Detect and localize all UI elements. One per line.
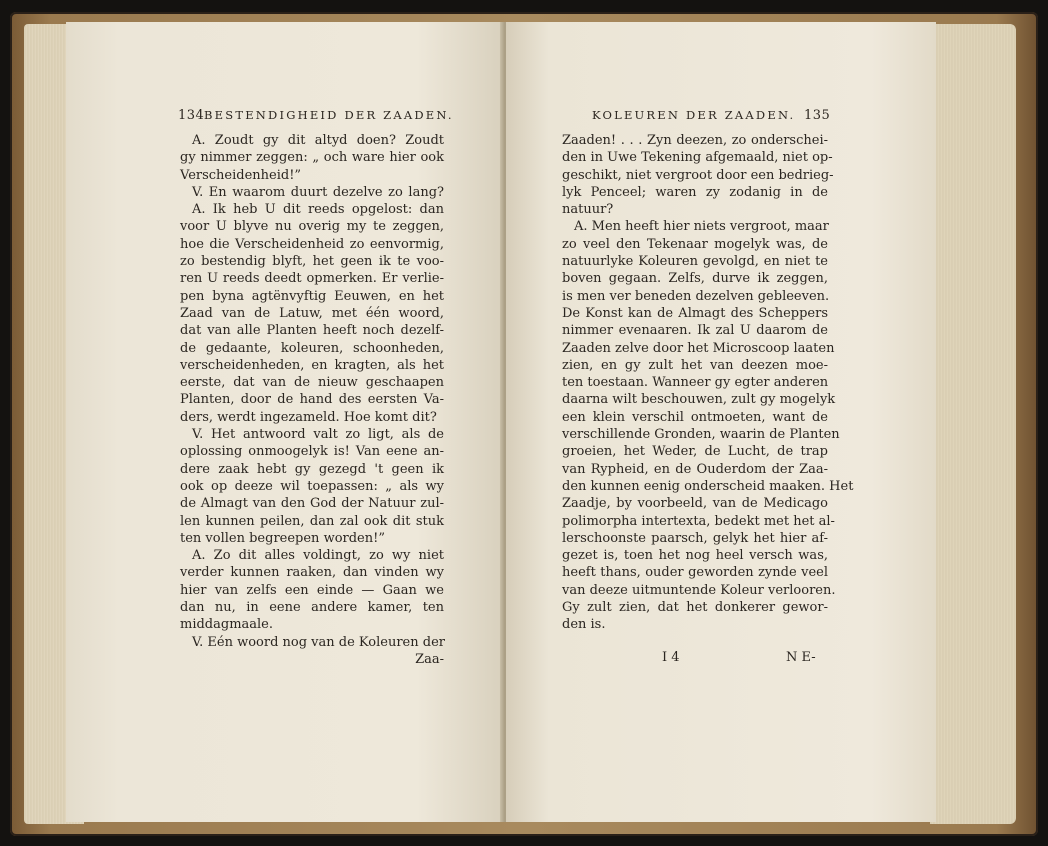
right-text-line: is men ver beneden dezelven gebleeven. — [562, 288, 830, 304]
right-text-line: verschillende Gronden, waarin de Planten — [562, 427, 840, 443]
right-text-line: daarna wilt beschouwen, zult gy mogelyk — [562, 392, 836, 408]
right-text-line: natuurlyke Koleuren gevolgd, en niet te — [562, 254, 828, 270]
left-text-line: voor U blyve nu overig my te zeggen, — [180, 219, 444, 235]
left-text-line: hoe die Verscheidenheid zo eenvormig, — [180, 236, 444, 252]
right-page-number: 135 — [804, 108, 831, 123]
left-text-line: de Almagt van den God der Natuur zul- — [180, 496, 444, 512]
left-text-line: A. Zo dit alles voldingt, zo wy niet — [192, 548, 444, 564]
left-running-head: BESTENDIGHEID DER ZAADEN. — [204, 108, 454, 122]
left-text-line: de gedaante, koleuren, schoonheden, — [180, 340, 444, 356]
left-text-line: V. Het antwoord valt zo ligt, als de — [192, 427, 444, 443]
right-text-line: Gy zult zien, dat het donkerer gewor- — [562, 600, 828, 616]
right-text-line: den is. — [562, 617, 606, 633]
left-text-line: V. En waarom duurt dezelve zo lang? — [192, 184, 444, 200]
right-running-head: KOLEUREN DER ZAADEN. — [592, 108, 796, 122]
catchword: N E- — [786, 650, 816, 665]
left-text-line: verscheidenheden, en kragten, als het — [180, 357, 444, 373]
right-text-line: De Konst kan de Almagt des Scheppers — [562, 305, 828, 321]
left-text-line: hier van zelfs een einde — Gaan we — [180, 582, 444, 598]
left-text-line: pen byna agtënvyftig Eeuwen, en het — [180, 288, 444, 304]
left-text-line: len kunnen peilen, dan zal ook dit stuk — [180, 513, 444, 529]
left-page-text — [180, 132, 444, 668]
right-text-line: een klein verschil ontmoeten, want de — [562, 409, 828, 425]
left-text-line: zo bestendig blyft, het geen ik te voo- — [180, 254, 444, 270]
right-text-line: zien, en gy zult het van deezen moe- — [562, 357, 828, 373]
left-text-line: V. Eén woord nog van de Koleuren der — [192, 634, 445, 650]
left-page-number: 134 — [178, 108, 205, 123]
right-text-line: lyk Penceel; waren zy zodanig in de — [562, 184, 828, 200]
right-text-line: den in Uwe Tekening afgemaald, niet op- — [562, 150, 833, 166]
left-text-line: dan nu, in eene andere kamer, ten — [180, 600, 444, 616]
right-text-line: den kunnen eenig onderscheid maaken. Het — [562, 478, 854, 494]
right-text-line: Zaaden zelve door het Microscoop laaten — [562, 340, 835, 356]
left-text-line: Verscheidenheid!” — [180, 167, 302, 183]
right-text-line: van deeze uitmuntende Koleur verlooren. — [562, 582, 836, 598]
left-text-line: Zaa- — [415, 651, 444, 667]
left-text-line: ten vollen begreepen worden!” — [180, 530, 385, 546]
right-text-line: geschikt, niet vergroot door een bedrieg- — [562, 167, 834, 183]
left-text-line: oplossing onmoogelyk is! Van eene an- — [180, 444, 444, 460]
right-page-edges — [930, 24, 1016, 824]
right-text-line: ten toestaan. Wanneer gy egter anderen — [562, 375, 829, 391]
left-text-line: Zaad van de Latuw, met één woord, — [180, 305, 444, 321]
signature-mark: I 4 — [662, 650, 680, 665]
right-page-text — [562, 132, 854, 634]
right-text-line: Zaadje, by voorbeeld, van de Medicago — [562, 496, 828, 512]
right-text-line: boven gegaan. Zelfs, durve ik zeggen, — [562, 271, 828, 287]
right-page — [506, 22, 936, 822]
right-text-line: zo veel den Tekenaar mogelyk was, de — [562, 236, 828, 252]
right-text-line: polimorpha intertexta, bedekt met het al- — [562, 513, 835, 529]
left-text-line: A. Ik heb U dit reeds opgelost: dan — [192, 202, 444, 218]
right-text-line: van Rypheid, en de Ouderdom der Zaa- — [562, 461, 828, 477]
right-text-line: Zaaden! . . . Zyn deezen, zo onderschei- — [562, 133, 828, 148]
right-text-line: natuur? — [562, 202, 614, 218]
right-text-line: A. Men heeft hier niets vergroot, maar — [574, 219, 829, 235]
left-text-line: ren U reeds deedt opmerken. Er verlie- — [180, 271, 444, 287]
right-text-line: lerschoonste paarsch, gelyk het hier af- — [562, 530, 828, 546]
left-text-line: dat van alle Planten heeft noch dezelf- — [180, 323, 444, 339]
left-text-line: middagmaale. — [180, 617, 274, 633]
left-text-line: ook op deeze wil toepassen: „ als wy — [180, 478, 444, 494]
right-text-line: heeft thans, ouder geworden zynde veel — [562, 565, 828, 581]
left-page — [66, 22, 504, 822]
left-text-line: gy nimmer zeggen: „ och ware hier ook — [180, 150, 444, 166]
right-text-line: gezet is, toen het nog heel versch was, — [562, 548, 828, 564]
left-text-line: eerste, dat van de nieuw geschaapen — [180, 375, 444, 391]
right-text-line: nimmer evenaaren. Ik zal U daarom de — [562, 323, 828, 339]
left-text-line: A. Zoudt gy dit altyd doen? Zoudt — [192, 133, 444, 148]
right-text-line: groeien, het Weder, de Lucht, de trap — [562, 444, 828, 460]
left-text-line: verder kunnen raaken, dan vinden wy — [180, 565, 444, 581]
left-text-line: dere zaak hebt gy gezegd 't geen ik — [180, 461, 444, 477]
left-text-line: ders, werdt ingezameld. Hoe komt dit? — [180, 409, 437, 425]
left-text-line: Planten, door de hand des eersten Va- — [180, 392, 444, 408]
